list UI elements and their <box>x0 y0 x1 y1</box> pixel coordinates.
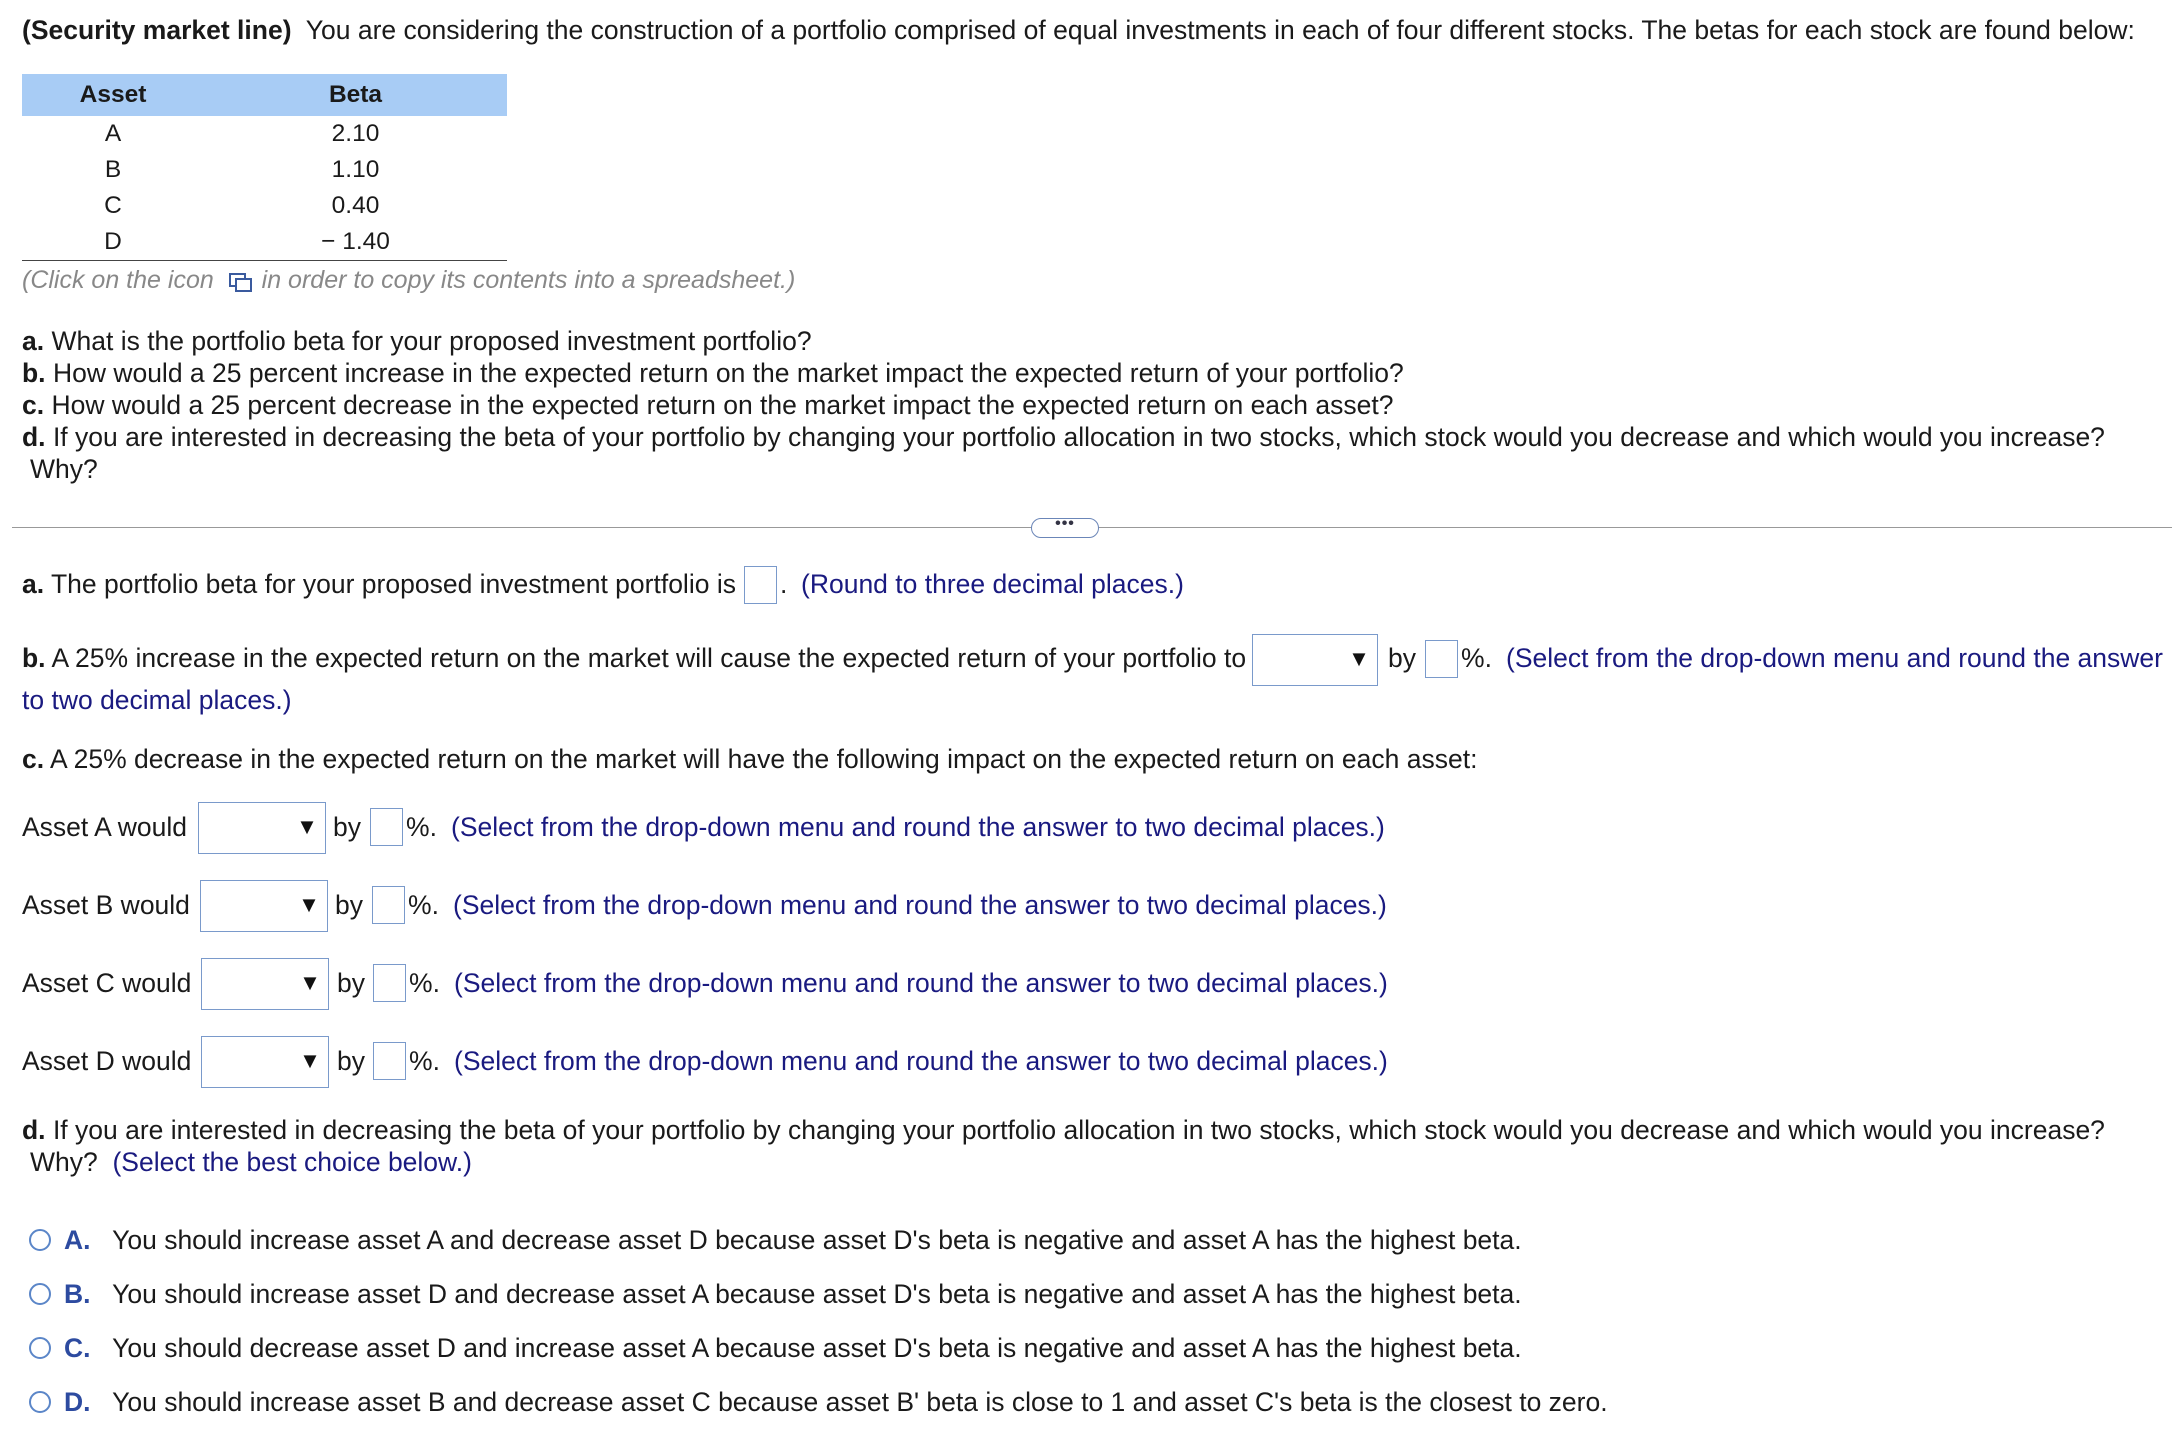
asset-cell: A <box>104 120 122 147</box>
asset-cell: D <box>22 224 204 261</box>
table-row <box>22 116 507 152</box>
table-row <box>22 188 507 224</box>
asset-d-hint: (Select from the drop-down menu and round the answer to two decimal places.) <box>454 1046 1388 1076</box>
part-b-hint-2: to two decimal places.) <box>22 685 292 715</box>
copy-note-after: in order to copy its contents into a spreadsheet.) <box>261 266 796 294</box>
dropdown-arrow-icon[interactable]: ▼ <box>293 811 321 843</box>
part-b-pct: %. <box>1461 643 1492 673</box>
option-a-radio[interactable] <box>29 1229 51 1251</box>
option-c[interactable] <box>64 1332 1522 1364</box>
question-d: d. If you are interested in decreasing the beta of your portfolio by changing your portfolio allocation in two stocks, which stock would you decrease and which would you increase? <box>22 422 2105 452</box>
asset-b-input[interactable] <box>372 886 405 924</box>
question-c: c. How would a 25 percent decrease in the expected return on the market impact the expected return on each asset? <box>22 390 1394 420</box>
asset-b-hint: (Select from the drop-down menu and round the answer to two decimal places.) <box>453 890 1387 920</box>
asset-c-by: by <box>337 968 365 998</box>
option-b[interactable] <box>64 1278 1522 1310</box>
option-d-radio[interactable] <box>29 1391 51 1413</box>
asset-d-by: by <box>337 1046 365 1076</box>
option-b-radio[interactable] <box>29 1283 51 1305</box>
question-a: a. What is the portfolio beta for your proposed investment portfolio? <box>22 326 812 356</box>
dropdown-arrow-icon[interactable]: ▼ <box>296 967 324 999</box>
asset-cell: B <box>104 156 122 183</box>
asset-c-pct: %. <box>409 968 440 998</box>
part-c-label: c. <box>22 744 45 774</box>
asset-c-hint: (Select from the drop-down menu and round the answer to two decimal places.) <box>454 968 1388 998</box>
beta-cell: − 1.40 <box>204 224 507 261</box>
asset-b-pct: %. <box>408 890 439 920</box>
part-a <box>22 568 736 600</box>
part-b-hint-1: (Select from the drop-down menu and round the answer <box>1506 643 2163 673</box>
beta-cell: 0.40 <box>331 192 380 219</box>
table-row <box>22 224 507 261</box>
option-a-text: You should increase asset A and decrease asset D because asset D's beta is negative and asset A has the highest beta. <box>112 1225 1522 1255</box>
part-a-period: . <box>780 569 788 599</box>
asset-c-dropdown[interactable] <box>201 958 329 1010</box>
part-b-text: A 25% increase in the expected return on the market will cause the expected return of your portfolio to <box>51 643 1247 673</box>
asset-c-input[interactable] <box>373 964 406 1002</box>
option-b-text: You should increase asset D and decrease asset A because asset D's beta is negative and asset A has the highest beta. <box>112 1279 1522 1309</box>
asset-a-by: by <box>333 812 361 842</box>
asset-a-dropdown[interactable] <box>198 802 326 854</box>
portfolio-change-dropdown[interactable] <box>1252 634 1378 686</box>
asset-d-dropdown[interactable] <box>201 1036 329 1088</box>
copy-note-before: (Click on the icon <box>22 266 214 294</box>
asset-d-label: Asset D would <box>22 1046 192 1076</box>
option-c-text: You should decrease asset D and increase asset A because asset D's beta is negative and asset A has the highest beta. <box>112 1333 1522 1363</box>
asset-b-label: Asset B would <box>22 890 190 920</box>
asset-b-dropdown[interactable] <box>200 880 328 932</box>
problem-topic: (Security market line) <box>22 15 292 45</box>
asset-a-hint: (Select from the drop-down menu and round the answer to two decimal places.) <box>451 812 1385 842</box>
table-header-row <box>22 74 507 116</box>
part-d-label: d. <box>22 1115 46 1145</box>
table-row <box>22 152 507 188</box>
part-d-text: If you are interested in decreasing the beta of your portfolio by changing your portfolio allocation in two stocks, which stock would you decrease and which would you increase? <box>52 1115 2105 1145</box>
option-c-letter: C. <box>64 1333 91 1363</box>
asset-a-label: Asset A would <box>22 812 187 842</box>
asset-cell: C <box>104 192 122 219</box>
option-a[interactable] <box>64 1224 1522 1256</box>
problem-intro: You are considering the construction of a portfolio comprised of equal investments in each of four different stocks. The betas for each stock are found below: <box>305 15 2135 45</box>
dropdown-arrow-icon[interactable]: ▼ <box>1345 643 1373 675</box>
option-a-letter: A. <box>64 1225 91 1255</box>
part-d <box>22 1114 2105 1146</box>
part-d-why: Why? <box>30 1147 98 1177</box>
option-c-radio[interactable] <box>29 1337 51 1359</box>
part-d-why-line <box>30 1146 472 1178</box>
portfolio-change-input[interactable] <box>1425 640 1458 678</box>
question-b: b. How would a 25 percent increase in the expected return on the market impact the expected return of your portfolio? <box>22 358 1404 388</box>
column-header-beta: Beta <box>204 74 507 116</box>
dropdown-arrow-icon[interactable]: ▼ <box>296 1045 324 1077</box>
asset-d-input[interactable] <box>373 1042 406 1080</box>
problem-header <box>22 14 2135 46</box>
part-c-text: A 25% decrease in the expected return on the market will have the following impact on the expected return on each asset: <box>50 744 1478 774</box>
option-d-text: You should increase asset B and decrease asset C because asset B' beta is close to 1 and asset C's beta is the closest to zero. <box>112 1387 1608 1417</box>
asset-a-input[interactable] <box>370 808 403 846</box>
asset-a-pct: %. <box>406 812 437 842</box>
asset-b-by: by <box>335 890 363 920</box>
part-b <box>22 642 1246 674</box>
copy-spreadsheet-icon[interactable] <box>227 272 249 290</box>
copy-note <box>22 264 795 296</box>
part-a-label: a. <box>22 569 45 599</box>
asset-c-label: Asset C would <box>22 968 192 998</box>
part-b-label: b. <box>22 643 46 673</box>
beta-table <box>22 74 507 261</box>
option-d-letter: D. <box>64 1387 91 1417</box>
more-dots-icon[interactable]: ••• <box>1031 518 1099 538</box>
portfolio-beta-input[interactable] <box>744 566 777 604</box>
part-a-text: The portfolio beta for your proposed investment portfolio is <box>51 569 736 599</box>
part-b-by: by <box>1388 643 1416 673</box>
question-d-why: Why? <box>30 454 98 484</box>
beta-cell: 1.10 <box>331 156 380 183</box>
part-a-hint: (Round to three decimal places.) <box>801 569 1184 599</box>
column-header-asset: Asset <box>22 74 204 116</box>
asset-d-pct: %. <box>409 1046 440 1076</box>
beta-cell: 2.10 <box>331 120 380 147</box>
part-c <box>22 743 1477 775</box>
dropdown-arrow-icon[interactable]: ▼ <box>295 889 323 921</box>
option-d[interactable] <box>64 1386 1608 1418</box>
part-d-hint: (Select the best choice below.) <box>112 1147 472 1177</box>
option-b-letter: B. <box>64 1279 91 1309</box>
